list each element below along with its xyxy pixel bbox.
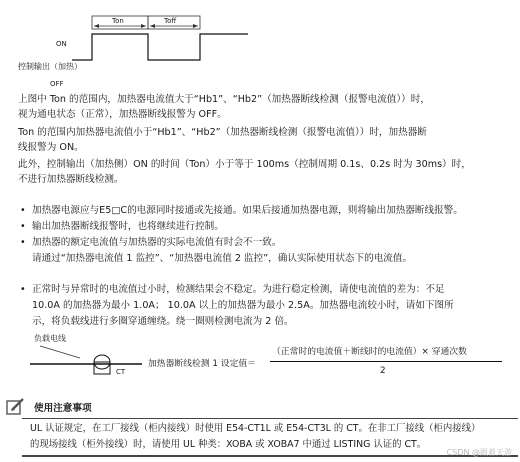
caution-pencil-icon: [6, 398, 26, 416]
note-line: 的现场接线（柜外接线）时，请使用 UL 种类：XOBA 或 XOBA7 中通过 LISTING 认证的 CT。: [30, 439, 427, 450]
bullet-item: 输出加热器断线报警时，也将继续进行控制。: [32, 221, 224, 232]
control-output-waveform: [72, 34, 248, 60]
note-box: [22, 418, 518, 457]
watermark: CSDN @跟着天游: [446, 448, 512, 457]
on-label: ON: [56, 40, 67, 48]
paragraph-line: 视为通电状态（正常），加热器断线报警为 OFF。: [18, 109, 227, 120]
ct-illustration: [30, 344, 150, 380]
load-line-label: 负载电线: [34, 334, 66, 343]
bullet-marker: •: [20, 205, 26, 216]
bullet-marker: •: [20, 221, 26, 232]
bullet-item: 示，将负载线进行多圈穿通缠绕。绕一圈则检测电流为 2 倍。: [32, 316, 294, 327]
toff-label: Toff: [164, 17, 177, 25]
bullet-marker: •: [20, 237, 26, 248]
note-line: UL 认证规定，在工厂接线（柜内接线）时使用 E54-CT1L 或 E54-CT3L 的 CT。在非工厂接线（柜内接线）: [30, 423, 481, 434]
paragraph-line: 线报警为 ON。: [18, 142, 84, 153]
formula-denominator: 2: [380, 366, 386, 376]
bullet-marker: •: [20, 284, 26, 295]
paragraph-line: 不进行加热器断线检测。: [18, 174, 124, 185]
bullet-item: 加热器的额定电流值与加热器的实际电流值有时会不一致。: [32, 237, 282, 248]
formula-numerator: （正常时的电流值＋断线时的电流值）× 穿通次数: [272, 347, 467, 357]
ton-label: Ton: [112, 17, 124, 25]
bullet-item: 10.0A 的加热器为最小 1.0A； 10.0A 以上的加热器为最小 2.5A。加热器电流较小时，请如下图所: [32, 300, 454, 311]
paragraph-line: 此外，控制输出（加热侧）ON 的时间（Ton）小于等于 100ms（控制周期 0.1s、0.2s 时为 30ms）时，: [18, 159, 471, 170]
timing-diagram: [0, 0, 520, 90]
bullet-continuation: 请通过“加热器电流值 1 监控”、“加热器电流值 2 监控”，确认实际使用状态下的电流值。: [32, 253, 413, 264]
ct-label: CT: [116, 368, 126, 376]
bullet-item: 正常时与异常时的电流值过小时，检测结果会不稳定。为进行稳定检测，请使电流值的差为：不足: [32, 284, 445, 295]
control-output-label: 控制输出（加热）: [18, 62, 82, 71]
paragraph-line: 上图中 Ton 的范围内，加热器电流值大于“Hb1”、“Hb2”（加热器断线检测（报警电流值））时，: [18, 94, 430, 105]
paragraph-line: Ton 的范围内加热器电流值小于“Hb1”、“Hb2”（加热器断线检测（报警电流值））时，加热器断: [18, 127, 427, 138]
formula-lhs: 加热器断线检测 1 设定值＝: [148, 359, 256, 369]
note-title: 使用注意事项: [34, 403, 92, 414]
off-label: OFF: [50, 80, 64, 88]
fraction-bar: [270, 361, 502, 362]
bullet-item: 加热器电源应与E5□C的电源同时接通或先接通。如果后接通加热器电源，则将输出加热器断线报警。: [32, 205, 463, 216]
